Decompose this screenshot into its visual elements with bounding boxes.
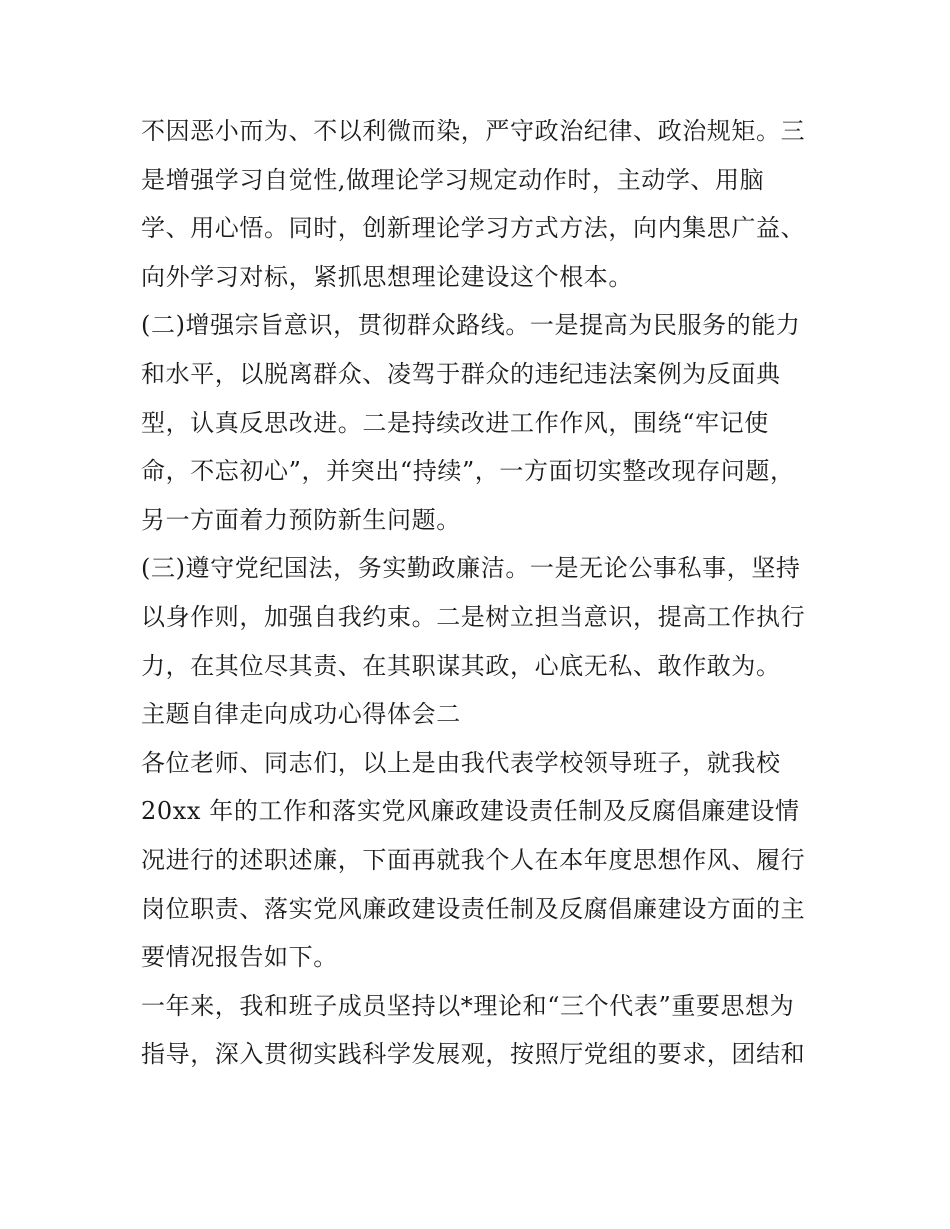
text-line: 20xx 年的工作和落实党风廉政建设责任制及反腐倡廉建设情 [141,797,800,826]
section-heading: 主题自律走向成功心得体会二 [141,700,461,729]
text-line: 另一方面着力预防新生问题。 [141,505,461,534]
text-line: (二)增强宗旨意识，贯彻群众路线。一是提高为民服务的能力 [141,311,801,340]
text-line: 况进行的述职述廉，下面再就我个人在本年度思想作风、履行 [141,845,806,874]
text-line: 一年来，我和班子成员坚持以*理论和“三个代表”重要思想为 [141,991,795,1020]
text-line: 力，在其位尽其责、在其职谋其政，心底无私、敢作敢为。 [141,651,781,680]
text-line: 各位老师、同志们，以上是由我代表学校领导班子，就我校 [141,748,781,777]
text-line: 是增强学习自觉性,做理论学习规定动作时，主动学、用脑 [141,165,765,194]
text-line: 型，认真反思改进。二是持续改进工作作风，围绕“牢记使 [141,408,769,437]
text-line: 和水平，以脱离群众、凌驾于群众的违纪违法案例为反面典 [141,359,781,388]
text-line: 命，不忘初心”，并突出“持续”，一方面切实整改现存问题， [141,457,795,486]
text-line: (三)遵守党纪国法，务实勤政廉洁。一是无论公事私事，坚持 [141,554,801,583]
text-line: 要情况报告如下。 [141,943,338,972]
text-line: 岗位职责、落实党风廉政建设责任制及反腐倡廉建设方面的主 [141,894,806,923]
text-line: 学、用心悟。同时，创新理论学习方式方法，向内集思广益、 [141,214,806,243]
document-body [141,107,821,1079]
text-line: 指导，深入贯彻实践科学发展观，按照厅党组的要求，团结和 [141,1040,806,1069]
text-line: 向外学习对标，紧抓思想理论建设这个根本。 [141,262,633,291]
text-line: 不因恶小而为、不以利微而染，严守政治纪律、政治规矩。三 [141,117,806,145]
text-line: 以身作则，加强自我约束。二是树立担当意识，提高工作执行 [141,602,806,631]
